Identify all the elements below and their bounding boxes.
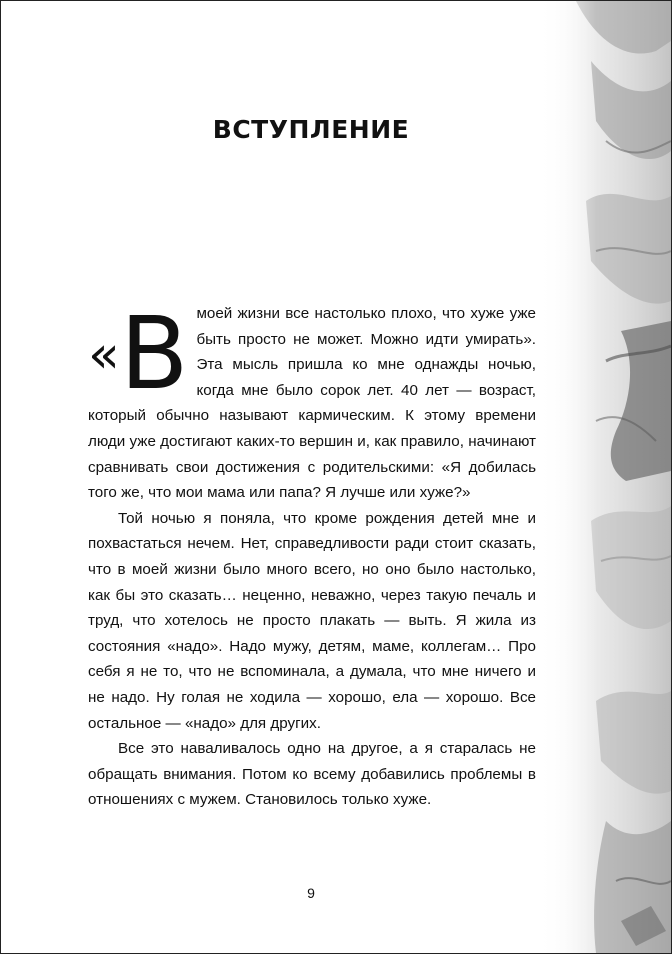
drop-cap — [88, 295, 189, 412]
paragraph-3: Все это наваливалось одно на другое, а я старалась не обращать внимания. Потом ко всему добавились проблемы в отношениях с мужем. Становилось только хуже. — [88, 740, 536, 809]
paragraph-2: Той ночью я поняла, что кроме рождения детей мне и похвастаться нечем. Нет, справедливости ради стоит сказать, что в моей жизни было много всего, но оно было настолько, как бы это сказать… неценно, неважно, через такую печаль и труд, что хотелось не просто плакать — выть. Я жила из состояния «надо». Надо мужу, детям, маме, коллегам… Про себя я не то, что не вспоминала, а думала, что мне ничего и не надо. Ну голая не ходила — хорошо, ела — хорошо. Все остальное — «надо» для других. — [88, 509, 536, 732]
drop-cap-quote: « — [88, 325, 120, 385]
paragraph-1 — [88, 295, 536, 506]
body-text — [88, 295, 536, 813]
page-number: 9 — [307, 885, 315, 901]
drop-cap-letter: В — [119, 295, 189, 412]
paragraph-1-text: моей жизни все настолько плохо, что хуже уже быть просто не может. Можно идти умирать». Эта мысль пришла ко мне однажды ночью, когда мне было сорок лет. 40 лет — возраст, который обычно называют кармическим. К этому времени люди уже достигают каких-то вершин и, как правило, начинают сравнивать свои достижения с родительскими: «Я добилась того же, что мои мама или папа? Я лучше или хуже?» — [88, 305, 536, 502]
chapter-heading: ВСТУПЛЕНИЕ — [212, 115, 410, 144]
